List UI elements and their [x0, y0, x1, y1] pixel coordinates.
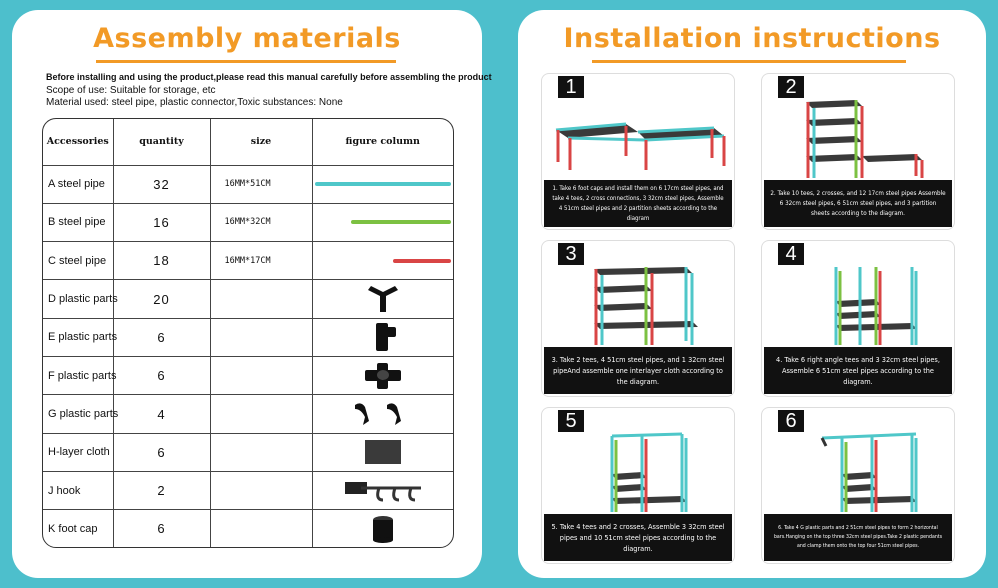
- title-underline: [592, 60, 906, 63]
- step-number: 2: [778, 76, 804, 98]
- step-6-diagram: [766, 432, 952, 514]
- row-figure: [312, 433, 453, 471]
- row-figure: [312, 203, 453, 241]
- title-underline: [96, 60, 396, 63]
- step-card-4: [761, 240, 955, 397]
- notice-text: Before installing and using the product,please read this manual carefully before assembling the product: [46, 72, 492, 82]
- row-qty: 4: [113, 395, 210, 433]
- row-name: E plastic parts: [43, 318, 113, 356]
- table-row: [43, 472, 453, 510]
- step-5-diagram: [546, 432, 732, 514]
- step-card-1: [541, 73, 735, 230]
- scope-text: Scope of use: Suitable for storage, etc: [46, 85, 216, 96]
- three-way-connector-icon: [366, 284, 400, 314]
- layer-cloth-icon: [363, 438, 403, 466]
- row-size: [210, 510, 312, 547]
- row-qty: 32: [113, 165, 210, 203]
- table-header-row: [43, 119, 453, 165]
- row-qty: 20: [113, 280, 210, 318]
- table-row: [43, 203, 453, 241]
- row-size: [210, 318, 312, 356]
- row-qty: 6: [113, 510, 210, 547]
- row-size: [210, 472, 312, 510]
- material-text: Material used: steel pipe, plastic connector,Toxic substances: None: [46, 97, 343, 108]
- row-name: J hook: [43, 472, 113, 510]
- installation-instructions-panel: [518, 10, 986, 578]
- step-number: 3: [558, 243, 584, 265]
- row-figure: [312, 318, 453, 356]
- assembly-materials-panel: [12, 10, 492, 578]
- row-figure: [312, 357, 453, 395]
- green-pipe-icon: [351, 220, 451, 224]
- row-qty: 2: [113, 472, 210, 510]
- row-figure: [312, 472, 453, 510]
- cross-connector-icon: [363, 361, 403, 391]
- row-name: F plastic parts: [43, 357, 113, 395]
- table-row: [43, 510, 453, 547]
- table-row: [43, 433, 453, 471]
- row-name: K foot cap: [43, 510, 113, 547]
- row-qty: 6: [113, 357, 210, 395]
- table-row: [43, 242, 453, 280]
- row-qty: 6: [113, 433, 210, 471]
- row-size: [210, 395, 312, 433]
- step-card-3: [541, 240, 735, 397]
- step-1-diagram: [546, 98, 732, 180]
- step-caption: 4. Take 6 right angle tees and 3 32cm steel pipes, Assemble 6 51cm steel pipes according to the diagram.: [764, 347, 952, 394]
- row-name: D plastic parts: [43, 280, 113, 318]
- table-row: [43, 357, 453, 395]
- step-number: 5: [558, 410, 584, 432]
- row-name: G plastic parts: [43, 395, 113, 433]
- row-size: [210, 433, 312, 471]
- step-caption: 3. Take 2 tees, 4 51cm steel pipes, and 1 32cm steel pipeAnd assemble one interlayer cloth according to the diagram.: [544, 347, 732, 394]
- step-card-2: [761, 73, 955, 230]
- row-figure: [312, 280, 453, 318]
- row-figure: [312, 510, 453, 547]
- header-figure-column: figure column: [312, 119, 453, 165]
- installation-instructions-title: Installation instructions: [563, 23, 941, 54]
- row-name: B steel pipe: [43, 203, 113, 241]
- step-3-diagram: [546, 265, 732, 347]
- step-caption: 1. Take 6 foot caps and install them on 6 17cm steel pipes, and take 4 tees, 2 cross connections, 3 32cm steel pipes, Assemble 4 51cm steel pipes and 2 partition sheets according to the diagram: [544, 180, 732, 227]
- step-2-diagram: [766, 98, 952, 180]
- row-size: [210, 280, 312, 318]
- step-caption: 2. Take 10 tees, 2 crosses, and 12 17cm steel pipes Assemble 6 32cm steel pipes, 6 51cm steel pipes, and 3 partition sheets according to the diagram.: [764, 180, 952, 227]
- row-size: [210, 357, 312, 395]
- row-name: H-layer cloth: [43, 433, 113, 471]
- row-qty: 16: [113, 203, 210, 241]
- foot-cap-icon: [370, 514, 396, 544]
- row-name: C steel pipe: [43, 242, 113, 280]
- row-size: 16MM*17CM: [210, 242, 312, 280]
- cyan-pipe-icon: [315, 182, 451, 186]
- materials-table: [42, 118, 454, 548]
- hook-connector-icon: [351, 399, 415, 429]
- row-name: A steel pipe: [43, 165, 113, 203]
- row-size: 16MM*32CM: [210, 203, 312, 241]
- row-figure: [312, 395, 453, 433]
- row-figure: [312, 242, 453, 280]
- table-row: [43, 318, 453, 356]
- step-number: 1: [558, 76, 584, 98]
- table-row: [43, 165, 453, 203]
- header-quantity: quantity: [113, 119, 210, 165]
- row-qty: 6: [113, 318, 210, 356]
- step-number: 4: [778, 243, 804, 265]
- red-pipe-icon: [393, 259, 451, 263]
- step-caption: 6. Take 4 G plastic parts and 2 51cm steel pipes to form 2 horizontal bars.Hanging on the top three 32cm steel pipes.Take 2 plastic pendants and clamp them onto the top four 51cm steel pipes.: [764, 514, 952, 561]
- row-size: 16MM*51CM: [210, 165, 312, 203]
- right-angle-tee-icon: [368, 321, 398, 353]
- step-number: 6: [778, 410, 804, 432]
- header-accessories: Accessories: [43, 119, 113, 165]
- row-figure: [312, 165, 453, 203]
- table-row: [43, 280, 453, 318]
- step-card-6: [761, 407, 955, 564]
- header-size: size: [210, 119, 312, 165]
- row-qty: 18: [113, 242, 210, 280]
- assembly-materials-title: Assembly materials: [93, 23, 401, 54]
- step-caption: 5. Take 4 tees and 2 crosses, Assemble 3 32cm steel pipes and 10 51cm steel pipes according to the diagram.: [544, 514, 732, 561]
- hook-rack-icon: [341, 476, 425, 506]
- table-row: [43, 395, 453, 433]
- step-card-5: [541, 407, 735, 564]
- step-4-diagram: [766, 265, 952, 347]
